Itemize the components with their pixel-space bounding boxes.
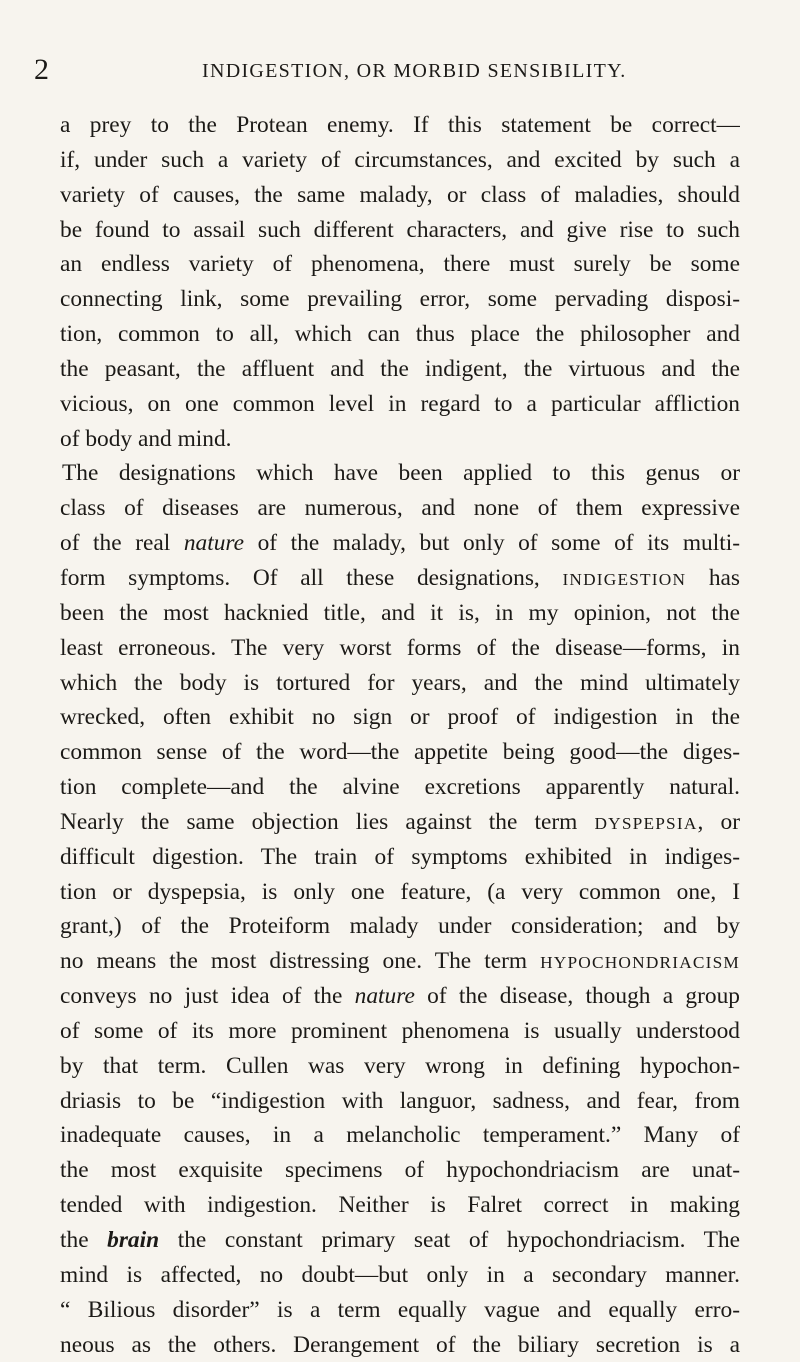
text-line: mind is affected, no doubt—but only in a secondary manner.	[60, 1261, 740, 1288]
text-line: wrecked, often exhibit no sign or proof of indigestion in the	[60, 704, 740, 731]
text-line: driasis to be “indigestion with languor, sadness, and fear, from	[60, 1087, 740, 1114]
text-line: form symptoms. Of all these designations, INDIGESTION has	[60, 564, 740, 591]
page-number: 2	[34, 53, 49, 86]
text-line: tion complete—and the alvine excretions apparently natural.	[60, 774, 740, 801]
text-line: class of diseases are numerous, and none of them expressive	[60, 495, 740, 522]
text-line: tion or dyspepsia, is only one feature, (a very common one, I	[60, 878, 740, 905]
running-title: INDIGESTION, OR MORBID SENSIBILITY.	[202, 60, 627, 82]
text-line: which the body is tortured for years, and the mind ultimately	[60, 669, 740, 696]
text-line: grant,) of the Proteiform malady under consideration; and by	[60, 913, 740, 940]
text-line: “ Bilious disorder” is a term equally vague and equally erro-	[60, 1296, 740, 1323]
text-line: least erroneous. The very worst forms of the disease—forms, in	[60, 634, 740, 661]
text-line: difficult digestion. The train of symptoms exhibited in indiges-	[60, 843, 740, 870]
text-line: if, under such a variety of circumstances, and excited by such a	[60, 146, 740, 173]
text-line: of the real nature of the malady, but only of some of its multi-	[60, 530, 740, 557]
text-line: an endless variety of phenomena, there must surely be some	[60, 251, 740, 278]
term-indigestion: INDIGESTION	[562, 569, 687, 589]
text-line: the most exquisite specimens of hypochondriacism are unat-	[60, 1157, 740, 1184]
text-line: Nearly the same objection lies against the term DYSPEPSIA, or	[60, 808, 740, 835]
body-text	[60, 108, 740, 1362]
text-line: of some of its more prominent phenomena is usually understood	[60, 1017, 740, 1044]
text-line: variety of causes, the same malady, or class of maladies, should	[60, 181, 740, 208]
term-hypochondriacism: HYPOCHONDRIACISM	[540, 953, 740, 973]
text-line: common sense of the word—the appetite being good—the diges-	[60, 739, 740, 766]
text-line: neous as the others. Derangement of the biliary secretion is a	[60, 1331, 740, 1358]
emphasis-nature: nature	[183, 530, 245, 557]
text-line: by that term. Cullen was very wrong in defining hypochon-	[60, 1052, 740, 1079]
text-line: the brain the constant primary seat of hypochondriacism. The	[60, 1227, 740, 1253]
text-line: be found to assail such different characters, and give rise to such	[60, 216, 740, 243]
text-line: vicious, on one common level in regard to a particular affliction	[60, 390, 740, 417]
emphasis-brain: brain	[107, 1227, 160, 1253]
running-head	[34, 50, 754, 90]
term-dyspepsia: DYSPEPSIA	[594, 813, 698, 833]
text-line: of body and mind.	[60, 425, 232, 452]
text-line: The designations which have been applied to this genus or	[62, 460, 740, 487]
text-line: been the most hacknied title, and it is, in my opinion, not the	[60, 599, 740, 626]
text-line: a prey to the Protean enemy. If this statement be correct—	[60, 112, 740, 138]
emphasis-nature: nature	[354, 983, 415, 1010]
text-line: no means the most distressing one. The term HYPOCHONDRIACISM	[60, 948, 740, 975]
text-line: tion, common to all, which can thus place the philosopher and	[60, 321, 740, 348]
text-line: conveys no just idea of the nature of the disease, though a group	[60, 983, 740, 1010]
text-line: connecting link, some prevailing error, some pervading disposi-	[60, 286, 740, 313]
text-line: inadequate causes, in a melancholic temperament.” Many of	[60, 1122, 740, 1149]
text-line: the peasant, the affluent and the indigent, the virtuous and the	[60, 355, 740, 382]
text-line: tended with indigestion. Neither is Falret correct in making	[60, 1192, 740, 1219]
